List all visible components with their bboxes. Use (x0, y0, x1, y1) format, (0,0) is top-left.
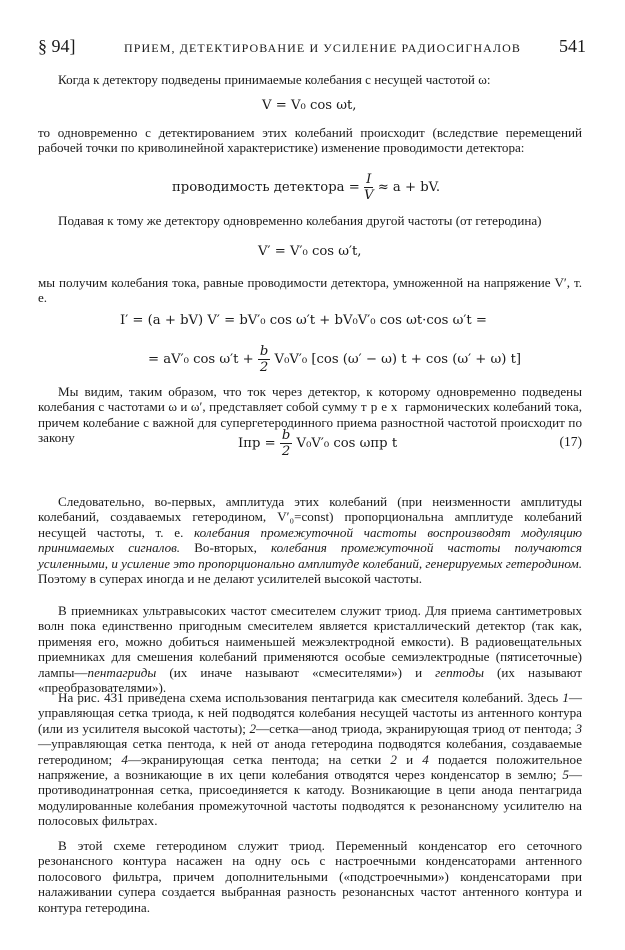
fraction-denominator: 2 (281, 444, 291, 459)
item-number-5: 5 (562, 767, 569, 783)
equation-current-2-right: V₀V′₀ [cos (ω′ − ω) t + cos (ω′ + ω) t] (274, 352, 522, 367)
paragraph-9: В этой схеме гетеродином служит триод. Переменный конденсатор его сеточного резонансного контура насажен на одну ось с настроечными конденсаторами антенного полосового фильтра, причем дополнительными («подстроечными») конденсаторами при налаживании супера создается выбранная разность резонансных частот антенного контура и контура гетеродина. (38, 838, 582, 915)
paragraph-8-text-e: —экранирующая сетка пентода; на сетки (127, 751, 382, 767)
equation-intermediate (238, 428, 397, 459)
paragraph-2: то одновременно с детектированием этих колебаний происходит (вследствие перемещений рабочей точки по криволинейной характеристике) изменение проводимости детектора: (38, 125, 582, 156)
paragraph-8-text-g: подается положительное напряжение, а возникающие в их цепи колебания отводятся через конденсатор в землю; (38, 751, 583, 783)
running-title: ПРИЕМ, ДЕТЕКТИРОВАНИЕ И УСИЛЕНИЕ РАДИОСИГНАЛОВ (124, 41, 522, 55)
fraction-denominator: 2 (259, 360, 269, 375)
equation-carrier: V = V₀ cos ωt, (262, 98, 357, 113)
paragraph-8-text-d: —управляющая сетка пентода, к ней от анода гетеродина подводятся колебания, создаваемые гетеродином; (38, 736, 582, 767)
equation-conductance (172, 172, 440, 203)
item-number-2: 2 (249, 720, 257, 736)
fraction-denominator: V (363, 188, 374, 203)
page-number: 541 (559, 36, 586, 56)
item-number-4: 4 (121, 751, 128, 767)
paragraph-4: мы получим колебания тока, равные проводимости детектора, умноженной на напряжение V′, т. е. (38, 275, 582, 306)
paragraph-8-text-h: —противодинатронная сетка, присоединяется к катоду. Возникающие в цепи анода пентагрида модулированные колебания промежуточной частоты подводятся к резонансному усилителю на полосовых фильтрах. (38, 767, 582, 829)
equation-current-2 (148, 344, 521, 375)
paragraph-8 (38, 690, 582, 829)
paragraph-7-italic-a: пентагриды (87, 664, 157, 680)
paragraph-8-text-a: На рис. 431 приведена схема использования пентагрида как смесителя колебаний. Здесь (58, 690, 559, 705)
paragraph-7 (38, 603, 582, 695)
paragraph-8-text-c: —сетка—анод триода, экранирующая триод от пентода; (256, 720, 572, 736)
paragraph-5-emphasis: трех (360, 399, 402, 415)
paragraph-6-italic-a: колебания промежуточной частоты воспроизводят модуляцию принимаемых сигналов. (38, 524, 582, 556)
fraction-numerator: I (364, 172, 374, 188)
fraction-numerator: b (281, 428, 291, 443)
fraction-b-over-2 (258, 344, 270, 375)
paragraph-6-text-c: Поэтому в суперах иногда и не делают усилителей высокой частоты. (38, 571, 423, 587)
equation-intermediate-left: Iпр = (238, 436, 276, 451)
paragraph-6-text-a: Следовательно, во-первых, амплитуда этих колебаний (при неизменности амплитуды колебаний, создаваемых гетеродином, V′₀=const) пропорциональна амплитуде колебаний несущей частоты, т. е. (38, 494, 582, 540)
page-header (38, 36, 586, 58)
fraction-numerator: b (259, 344, 269, 359)
item-number-3: 3 (575, 720, 582, 736)
paragraph-7-text-c: (их называют «преобразователями»). (38, 664, 582, 696)
equation-current-2-left: = aV′₀ cos ω′t + (148, 352, 254, 367)
paragraph-7-italic-b: гептоды (435, 664, 484, 680)
fraction-i-over-v (364, 172, 374, 203)
grid-ref-4: 4 (422, 751, 429, 767)
grid-ref-2: 2 (390, 751, 397, 767)
equation-heterodyne: V′ = V′₀ cos ω′t, (258, 244, 362, 259)
equation-intermediate-right: V₀V′₀ cos ωпр t (296, 436, 398, 451)
paragraph-6-italic-b: колебания промежуточной частоты получаются усиленными, и усиление это пропорционально амплитуде колебаний, генерируемых гетеродином. (38, 540, 582, 571)
paragraph-8-text-b: —управляющая сетка триода, к ней подводятся колебания несущей частоты из антенного контура (или из усилителя высокой частоты); (38, 690, 582, 736)
paragraph-1: Когда к детектору подведены принимаемые колебания с несущей частотой ω: (58, 72, 491, 87)
paragraph-5-text-b: гармонических колебаний тока, причем колебание с важной для супергетеродинного приема разностной частотой происходит по закону (38, 399, 582, 446)
paragraph-3: Подавая к тому же детектору одновременно колебания другой частоты (от гетеродина) (58, 213, 542, 228)
paragraph-7-text-a: В приемниках ультравысоких частот смесителем служит триод. Для приема сантиметровых волн пока единственно пригодным смесителем является кристаллический детектор (так как, применяя его, можно добиться наименьшей межэлектродной емкости). В радиовещательных приемниках для смешения колебаний применяются особые семиэлектродные (пятисеточные) лампы— (38, 603, 582, 680)
equation-current-1: I′ = (a + bV) V′ = bV′₀ cos ω′t + bV₀V′₀ cos ωt·cos ω′t = (120, 313, 487, 328)
paragraph-8-text-f: и (406, 751, 414, 767)
equation-conductance-right: ≈ a + bV. (377, 180, 441, 195)
paragraph-7-text-b: (их иначе называют «смесителями») и (169, 664, 423, 680)
equation-number: (17) (559, 434, 582, 449)
paragraph-6 (38, 494, 582, 586)
paragraph-5-text-a: Мы видим, таким образом, что ток через детектор, к которому одновременно подведены колебания с частотами ω и ω′, представляет собой сумму (38, 384, 582, 415)
section-number: § 94] (38, 36, 76, 56)
paragraph-6-text-b: Во-вторых, (194, 540, 257, 556)
fraction-b-over-2 (280, 428, 292, 459)
equation-conductance-left: проводимость детектора = (172, 180, 360, 195)
item-number-1: 1 (562, 690, 569, 705)
